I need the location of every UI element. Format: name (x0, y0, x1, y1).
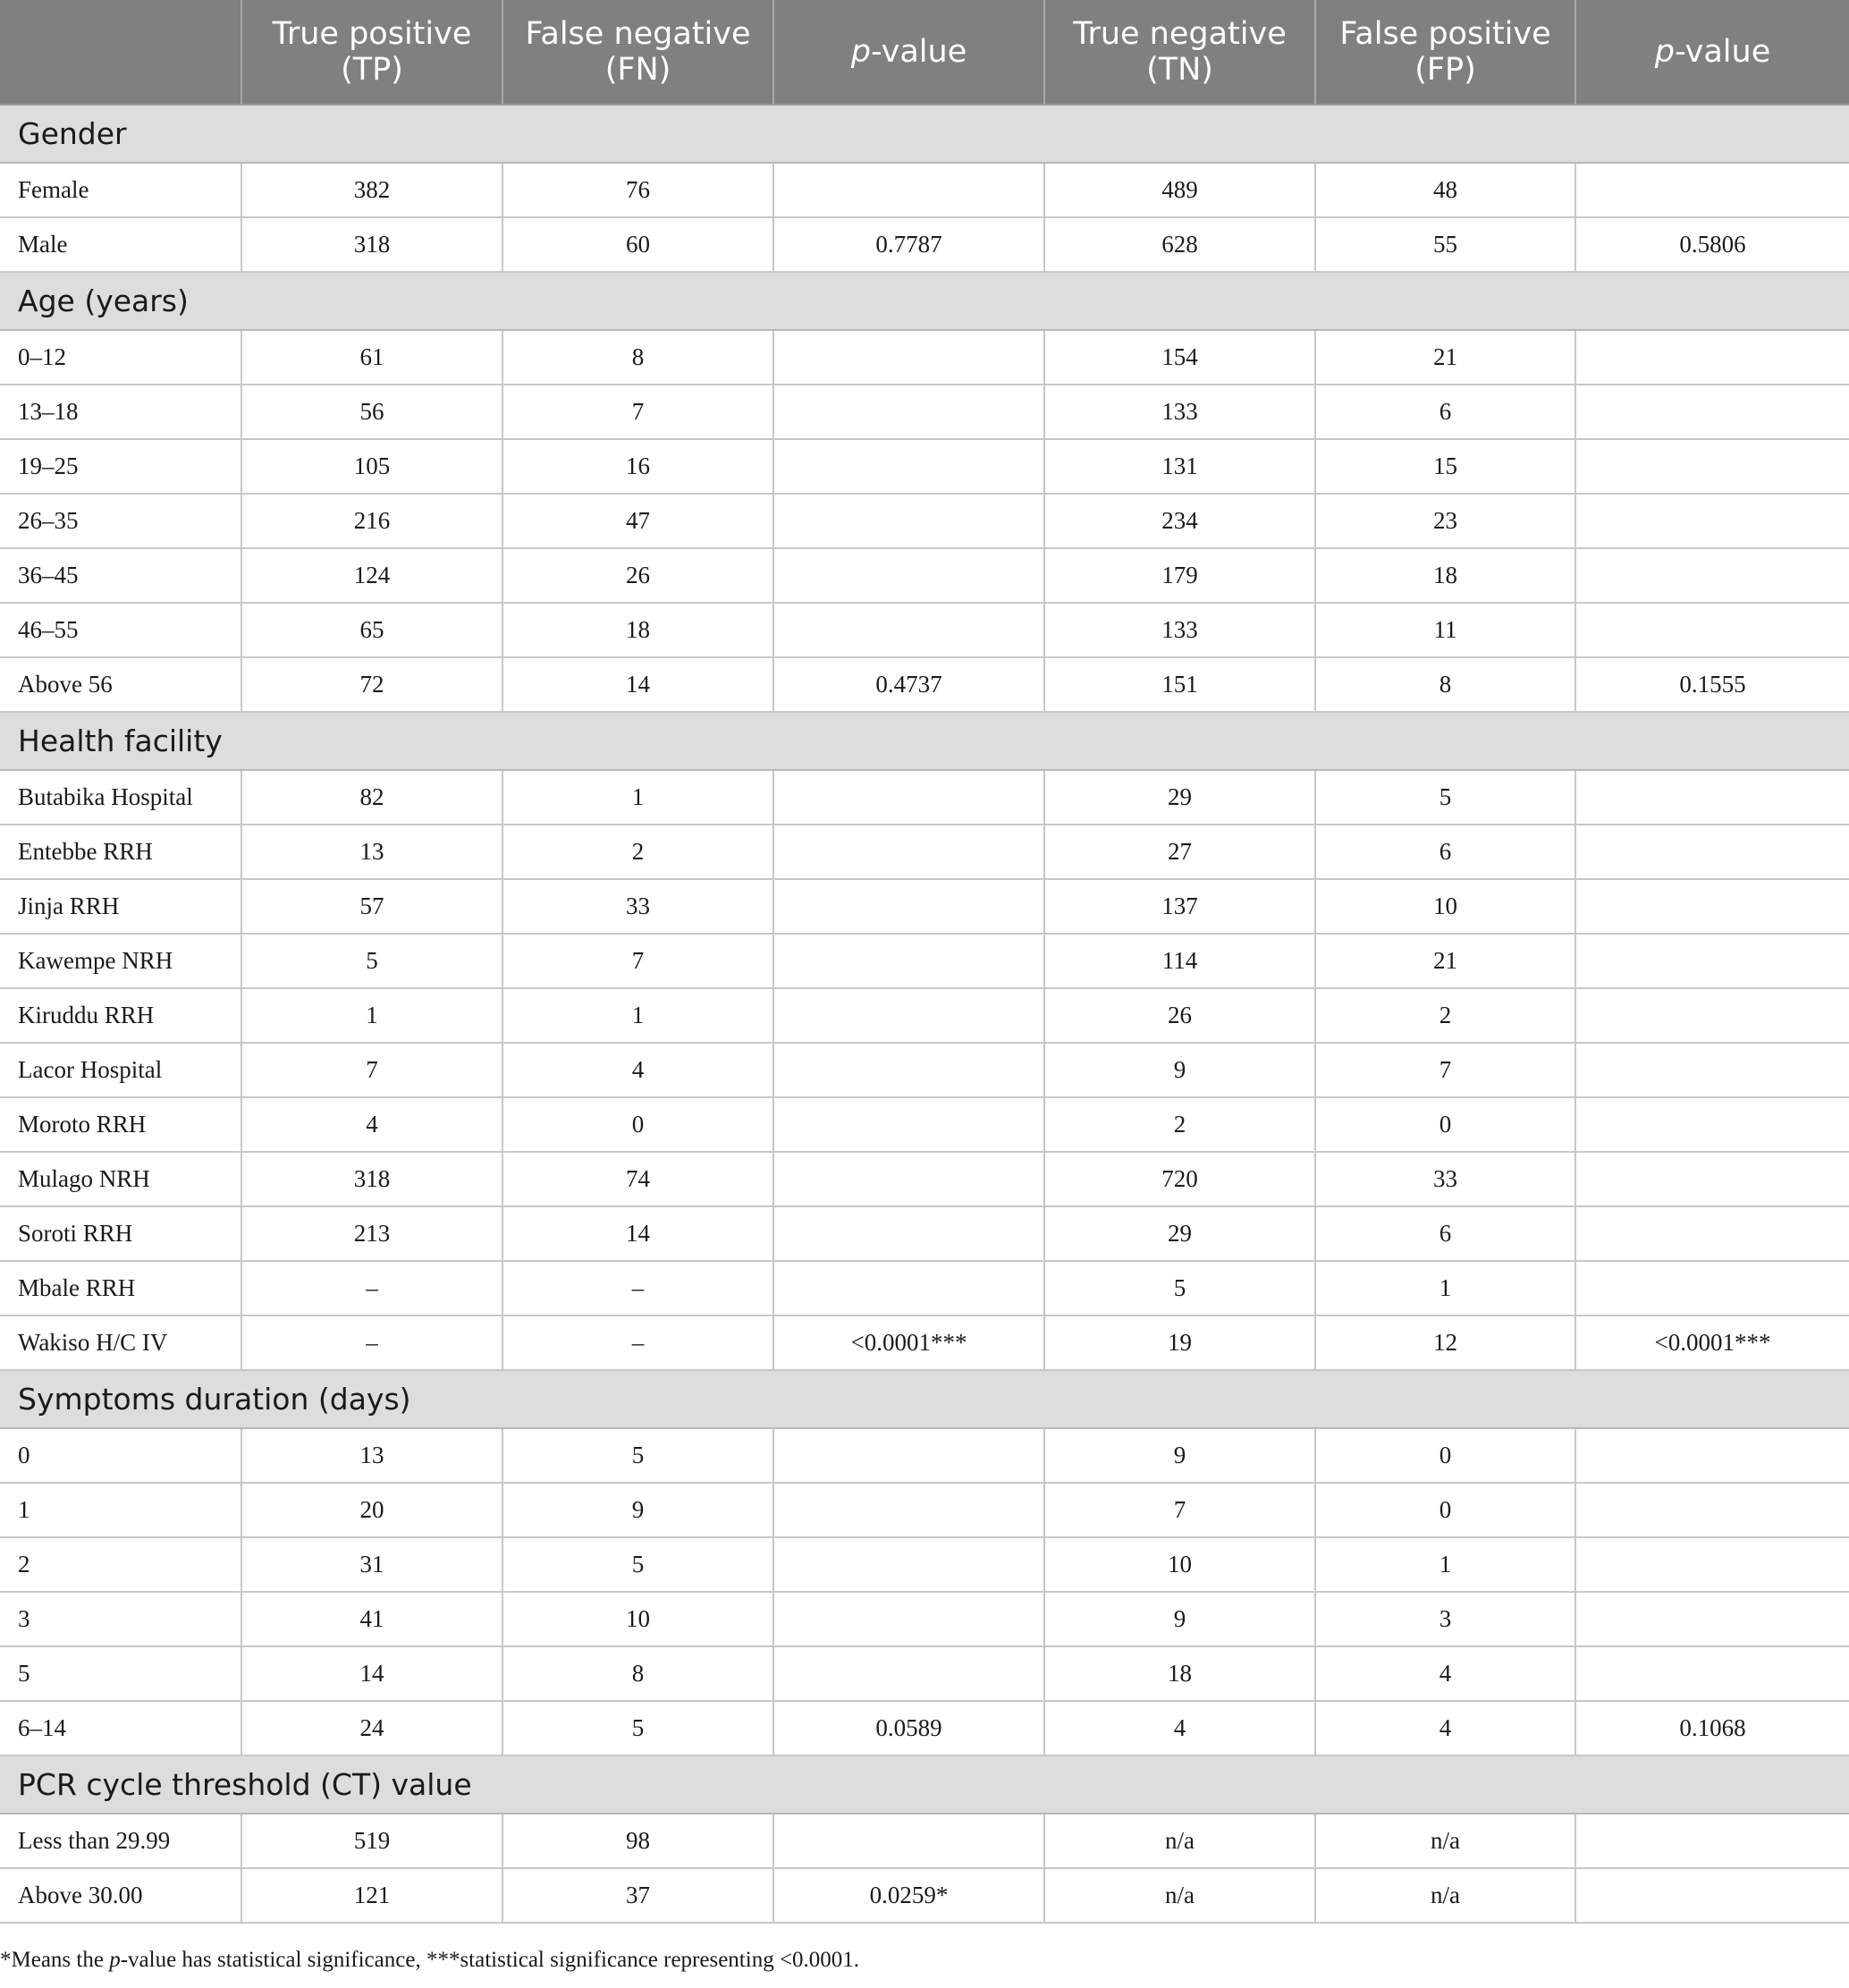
tn-cell: 628 (1044, 217, 1315, 272)
header-p-value-positive (773, 0, 1044, 105)
section-row (0, 1755, 1849, 1814)
tn-cell: n/a (1044, 1814, 1315, 1868)
fn-cell: 7 (502, 934, 773, 988)
row-label: 2 (0, 1537, 241, 1592)
tn-cell: 154 (1044, 330, 1315, 385)
row-label: Butabika Hospital (0, 770, 241, 825)
tp-cell: 20 (241, 1483, 502, 1537)
fp-cell: 6 (1315, 825, 1575, 879)
header-tp-line1: True positive (272, 16, 472, 52)
tp-cell: 318 (241, 217, 502, 272)
tn-cell: 29 (1044, 770, 1315, 825)
p-value-positive-cell (773, 1261, 1044, 1315)
row-label: 0 (0, 1428, 241, 1483)
fp-cell: 21 (1315, 330, 1575, 385)
header-p1-italic: p (850, 34, 871, 70)
row-label: 36–45 (0, 548, 241, 603)
row-label: 5 (0, 1646, 241, 1701)
p-value-negative-cell (1575, 825, 1849, 879)
p-value-negative-cell (1575, 1646, 1849, 1701)
row-label: Wakiso H/C IV (0, 1315, 241, 1370)
table-row (0, 439, 1849, 494)
table-row (0, 1814, 1849, 1868)
p-value-positive-cell (773, 1592, 1044, 1646)
fn-cell: 2 (502, 825, 773, 879)
fn-cell: 60 (502, 217, 773, 272)
table-row (0, 330, 1849, 385)
tp-cell: 124 (241, 548, 502, 603)
fp-cell: 18 (1315, 548, 1575, 603)
fn-cell: 47 (502, 494, 773, 548)
fn-cell: 16 (502, 439, 773, 494)
table-row (0, 1152, 1849, 1206)
table-row (0, 1315, 1849, 1370)
section-title: Age (years) (0, 272, 1849, 330)
table-row (0, 825, 1849, 879)
table-row (0, 657, 1849, 712)
section-title: Health facility (0, 712, 1849, 770)
tp-cell: 121 (241, 1868, 502, 1923)
tp-cell: – (241, 1315, 502, 1370)
fn-cell: 4 (502, 1043, 773, 1097)
fn-cell: 5 (502, 1428, 773, 1483)
tp-cell: 82 (241, 770, 502, 825)
fp-cell: 0 (1315, 1428, 1575, 1483)
tn-cell: 29 (1044, 1206, 1315, 1261)
table-row (0, 217, 1849, 272)
tp-cell: 4 (241, 1097, 502, 1152)
table-row (0, 1537, 1849, 1592)
tn-cell: 18 (1044, 1646, 1315, 1701)
fn-cell: 76 (502, 163, 773, 217)
tn-cell: 2 (1044, 1097, 1315, 1152)
tp-cell: 57 (241, 879, 502, 934)
p-value-positive-cell: 0.4737 (773, 657, 1044, 712)
tn-cell: 133 (1044, 385, 1315, 439)
p-value-positive-cell: <0.0001*** (773, 1315, 1044, 1370)
table-row (0, 770, 1849, 825)
header-false-negative (502, 0, 773, 105)
p-value-negative-cell (1575, 1483, 1849, 1537)
footnote-part2: -value has statistical significance, ***statistical significance representing <0.0001. (120, 1948, 860, 1972)
fp-cell: 33 (1315, 1152, 1575, 1206)
tn-cell: 720 (1044, 1152, 1315, 1206)
p-value-negative-cell (1575, 1868, 1849, 1923)
fn-cell: 26 (502, 548, 773, 603)
tn-cell: 26 (1044, 988, 1315, 1043)
header-p2-rest: -value (1674, 34, 1771, 70)
row-label: Jinja RRH (0, 879, 241, 934)
tp-cell: 105 (241, 439, 502, 494)
p-value-positive-cell (773, 385, 1044, 439)
p-value-positive-cell (773, 163, 1044, 217)
fp-cell: 10 (1315, 879, 1575, 934)
tp-cell: 13 (241, 825, 502, 879)
row-label: 46–55 (0, 603, 241, 657)
fn-cell: – (502, 1315, 773, 1370)
tp-cell: 1 (241, 988, 502, 1043)
row-label: 1 (0, 1483, 241, 1537)
p-value-positive-cell (773, 1206, 1044, 1261)
row-label: Moroto RRH (0, 1097, 241, 1152)
tn-cell: 27 (1044, 825, 1315, 879)
row-label: Soroti RRH (0, 1206, 241, 1261)
p-value-positive-cell (773, 1814, 1044, 1868)
p-value-positive-cell (773, 1428, 1044, 1483)
tp-cell: 13 (241, 1428, 502, 1483)
tn-cell: 5 (1044, 1261, 1315, 1315)
p-value-negative-cell: 0.1555 (1575, 657, 1849, 712)
p-value-negative-cell (1575, 934, 1849, 988)
row-label: Female (0, 163, 241, 217)
tn-cell: 9 (1044, 1043, 1315, 1097)
p-value-negative-cell (1575, 1206, 1849, 1261)
table-row (0, 988, 1849, 1043)
table-row (0, 1097, 1849, 1152)
p-value-negative-cell (1575, 330, 1849, 385)
p-value-positive-cell (773, 1483, 1044, 1537)
fn-cell: 14 (502, 1206, 773, 1261)
p-value-negative-cell: <0.0001*** (1575, 1315, 1849, 1370)
row-label: 13–18 (0, 385, 241, 439)
header-tn-line2: (TN) (1146, 52, 1213, 88)
fp-cell: 21 (1315, 934, 1575, 988)
fn-cell: 5 (502, 1701, 773, 1755)
header-p-value-negative (1575, 0, 1849, 105)
fp-cell: 15 (1315, 439, 1575, 494)
fp-cell: 0 (1315, 1097, 1575, 1152)
fp-cell: n/a (1315, 1868, 1575, 1923)
p-value-positive-cell (773, 1646, 1044, 1701)
section-row (0, 1370, 1849, 1428)
fp-cell: 48 (1315, 163, 1575, 217)
p-value-positive-cell (773, 548, 1044, 603)
p-value-negative-cell (1575, 385, 1849, 439)
header-fn-line2: (FN) (604, 52, 671, 88)
fn-cell: 7 (502, 385, 773, 439)
header-fn-line1: False negative (525, 16, 751, 52)
row-label: Lacor Hospital (0, 1043, 241, 1097)
fn-cell: 9 (502, 1483, 773, 1537)
p-value-positive-cell (773, 770, 1044, 825)
table-header (0, 0, 1849, 105)
fn-cell: 14 (502, 657, 773, 712)
tp-cell: 318 (241, 1152, 502, 1206)
tn-cell: 234 (1044, 494, 1315, 548)
header-tn-line1: True negative (1073, 16, 1287, 52)
p-value-positive-cell: 0.7787 (773, 217, 1044, 272)
section-row (0, 105, 1849, 163)
fn-cell: 1 (502, 770, 773, 825)
header-p1-rest: -value (870, 34, 967, 70)
fn-cell: 1 (502, 988, 773, 1043)
tp-cell: 5 (241, 934, 502, 988)
row-label: 6–14 (0, 1701, 241, 1755)
header-fp-line1: False positive (1339, 16, 1551, 52)
section-title: Gender (0, 105, 1849, 163)
fn-cell: 8 (502, 330, 773, 385)
p-value-positive-cell (773, 603, 1044, 657)
p-value-negative-cell (1575, 1097, 1849, 1152)
p-value-positive-cell: 0.0259* (773, 1868, 1044, 1923)
row-label: Entebbe RRH (0, 825, 241, 879)
p-value-negative-cell (1575, 548, 1849, 603)
p-value-negative-cell (1575, 1152, 1849, 1206)
table-row (0, 1428, 1849, 1483)
fp-cell: 6 (1315, 385, 1575, 439)
table-row (0, 494, 1849, 548)
tn-cell: n/a (1044, 1868, 1315, 1923)
tp-cell: 7 (241, 1043, 502, 1097)
fn-cell: – (502, 1261, 773, 1315)
footnote-part1: *Means the (0, 1948, 110, 1972)
row-label: 3 (0, 1592, 241, 1646)
fp-cell: 4 (1315, 1701, 1575, 1755)
row-label: Less than 29.99 (0, 1814, 241, 1868)
footnote-p-italic: p (109, 1948, 121, 1972)
header-row (0, 0, 1849, 105)
p-value-positive-cell (773, 330, 1044, 385)
p-value-positive-cell (773, 1097, 1044, 1152)
section-row (0, 712, 1849, 770)
tp-cell: 14 (241, 1646, 502, 1701)
fn-cell: 98 (502, 1814, 773, 1868)
p-value-positive-cell (773, 1152, 1044, 1206)
fp-cell: 1 (1315, 1261, 1575, 1315)
tp-cell: 519 (241, 1814, 502, 1868)
fp-cell: 6 (1315, 1206, 1575, 1261)
fn-cell: 18 (502, 603, 773, 657)
section-title: PCR cycle threshold (CT) value (0, 1755, 1849, 1814)
table-row (0, 1592, 1849, 1646)
tn-cell: 489 (1044, 163, 1315, 217)
p-value-positive-cell (773, 825, 1044, 879)
fp-cell: 55 (1315, 217, 1575, 272)
fn-cell: 74 (502, 1152, 773, 1206)
tp-cell: 216 (241, 494, 502, 548)
tn-cell: 133 (1044, 603, 1315, 657)
p-value-negative-cell (1575, 770, 1849, 825)
row-label: Above 30.00 (0, 1868, 241, 1923)
fp-cell: 0 (1315, 1483, 1575, 1537)
fp-cell: 1 (1315, 1537, 1575, 1592)
table-row (0, 548, 1849, 603)
fn-cell: 10 (502, 1592, 773, 1646)
table-row (0, 879, 1849, 934)
p-value-negative-cell (1575, 1592, 1849, 1646)
fp-cell: 11 (1315, 603, 1575, 657)
p-value-positive-cell (773, 879, 1044, 934)
fp-cell: 12 (1315, 1315, 1575, 1370)
table-row (0, 1868, 1849, 1923)
table-row (0, 1206, 1849, 1261)
tn-cell: 151 (1044, 657, 1315, 712)
p-value-positive-cell (773, 1043, 1044, 1097)
fn-cell: 0 (502, 1097, 773, 1152)
p-value-positive-cell (773, 494, 1044, 548)
table-row (0, 1483, 1849, 1537)
tn-cell: 4 (1044, 1701, 1315, 1755)
row-label: Kiruddu RRH (0, 988, 241, 1043)
tp-cell: 382 (241, 163, 502, 217)
fp-cell: 23 (1315, 494, 1575, 548)
p-value-negative-cell (1575, 603, 1849, 657)
tp-cell: 41 (241, 1592, 502, 1646)
fp-cell: 7 (1315, 1043, 1575, 1097)
header-true-negative (1044, 0, 1315, 105)
tn-cell: 10 (1044, 1537, 1315, 1592)
row-label: Mulago NRH (0, 1152, 241, 1206)
fp-cell: 4 (1315, 1646, 1575, 1701)
tn-cell: 19 (1044, 1315, 1315, 1370)
p-value-positive-cell (773, 934, 1044, 988)
p-value-negative-cell (1575, 1428, 1849, 1483)
row-label: 19–25 (0, 439, 241, 494)
fn-cell: 37 (502, 1868, 773, 1923)
p-value-positive-cell (773, 988, 1044, 1043)
tp-cell: 213 (241, 1206, 502, 1261)
header-false-positive (1315, 0, 1575, 105)
tp-cell: 56 (241, 385, 502, 439)
header-tp-line2: (TP) (341, 52, 403, 88)
p-value-positive-cell (773, 1537, 1044, 1592)
fp-cell: 8 (1315, 657, 1575, 712)
p-value-negative-cell: 0.5806 (1575, 217, 1849, 272)
table-row (0, 1261, 1849, 1315)
table-row (0, 1043, 1849, 1097)
tn-cell: 114 (1044, 934, 1315, 988)
header-fp-line2: (FP) (1414, 52, 1476, 88)
table-row (0, 163, 1849, 217)
table-body (0, 105, 1849, 1923)
p-value-negative-cell (1575, 163, 1849, 217)
header-p2-italic: p (1654, 34, 1675, 70)
p-value-negative-cell: 0.1068 (1575, 1701, 1849, 1755)
p-value-positive-cell: 0.0589 (773, 1701, 1044, 1755)
p-value-negative-cell (1575, 439, 1849, 494)
fp-cell: 3 (1315, 1592, 1575, 1646)
tn-cell: 9 (1044, 1428, 1315, 1483)
tn-cell: 131 (1044, 439, 1315, 494)
fn-cell: 5 (502, 1537, 773, 1592)
fp-cell: 5 (1315, 770, 1575, 825)
row-label: Mbale RRH (0, 1261, 241, 1315)
tp-cell: 31 (241, 1537, 502, 1592)
tp-cell: 72 (241, 657, 502, 712)
p-value-negative-cell (1575, 1814, 1849, 1868)
tp-cell: 65 (241, 603, 502, 657)
tn-cell: 9 (1044, 1592, 1315, 1646)
row-label: 0–12 (0, 330, 241, 385)
section-title: Symptoms duration (days) (0, 1370, 1849, 1428)
header-true-positive (241, 0, 502, 105)
footnote (0, 1948, 859, 1973)
fn-cell: 33 (502, 879, 773, 934)
tn-cell: 179 (1044, 548, 1315, 603)
table-row (0, 603, 1849, 657)
header-blank (0, 0, 241, 105)
row-label: Above 56 (0, 657, 241, 712)
tp-cell: 61 (241, 330, 502, 385)
fp-cell: 2 (1315, 988, 1575, 1043)
row-label: 26–35 (0, 494, 241, 548)
p-value-negative-cell (1575, 494, 1849, 548)
row-label: Kawempe NRH (0, 934, 241, 988)
tp-cell: 24 (241, 1701, 502, 1755)
section-row (0, 272, 1849, 330)
tn-cell: 7 (1044, 1483, 1315, 1537)
p-value-negative-cell (1575, 1043, 1849, 1097)
p-value-negative-cell (1575, 1537, 1849, 1592)
table-row (0, 385, 1849, 439)
p-value-negative-cell (1575, 879, 1849, 934)
p-value-negative-cell (1575, 988, 1849, 1043)
fp-cell: n/a (1315, 1814, 1575, 1868)
table-row (0, 1646, 1849, 1701)
fn-cell: 8 (502, 1646, 773, 1701)
tp-cell: – (241, 1261, 502, 1315)
p-value-positive-cell (773, 439, 1044, 494)
table-row (0, 934, 1849, 988)
tn-cell: 137 (1044, 879, 1315, 934)
table-row (0, 1701, 1849, 1755)
p-value-negative-cell (1575, 1261, 1849, 1315)
row-label: Male (0, 217, 241, 272)
